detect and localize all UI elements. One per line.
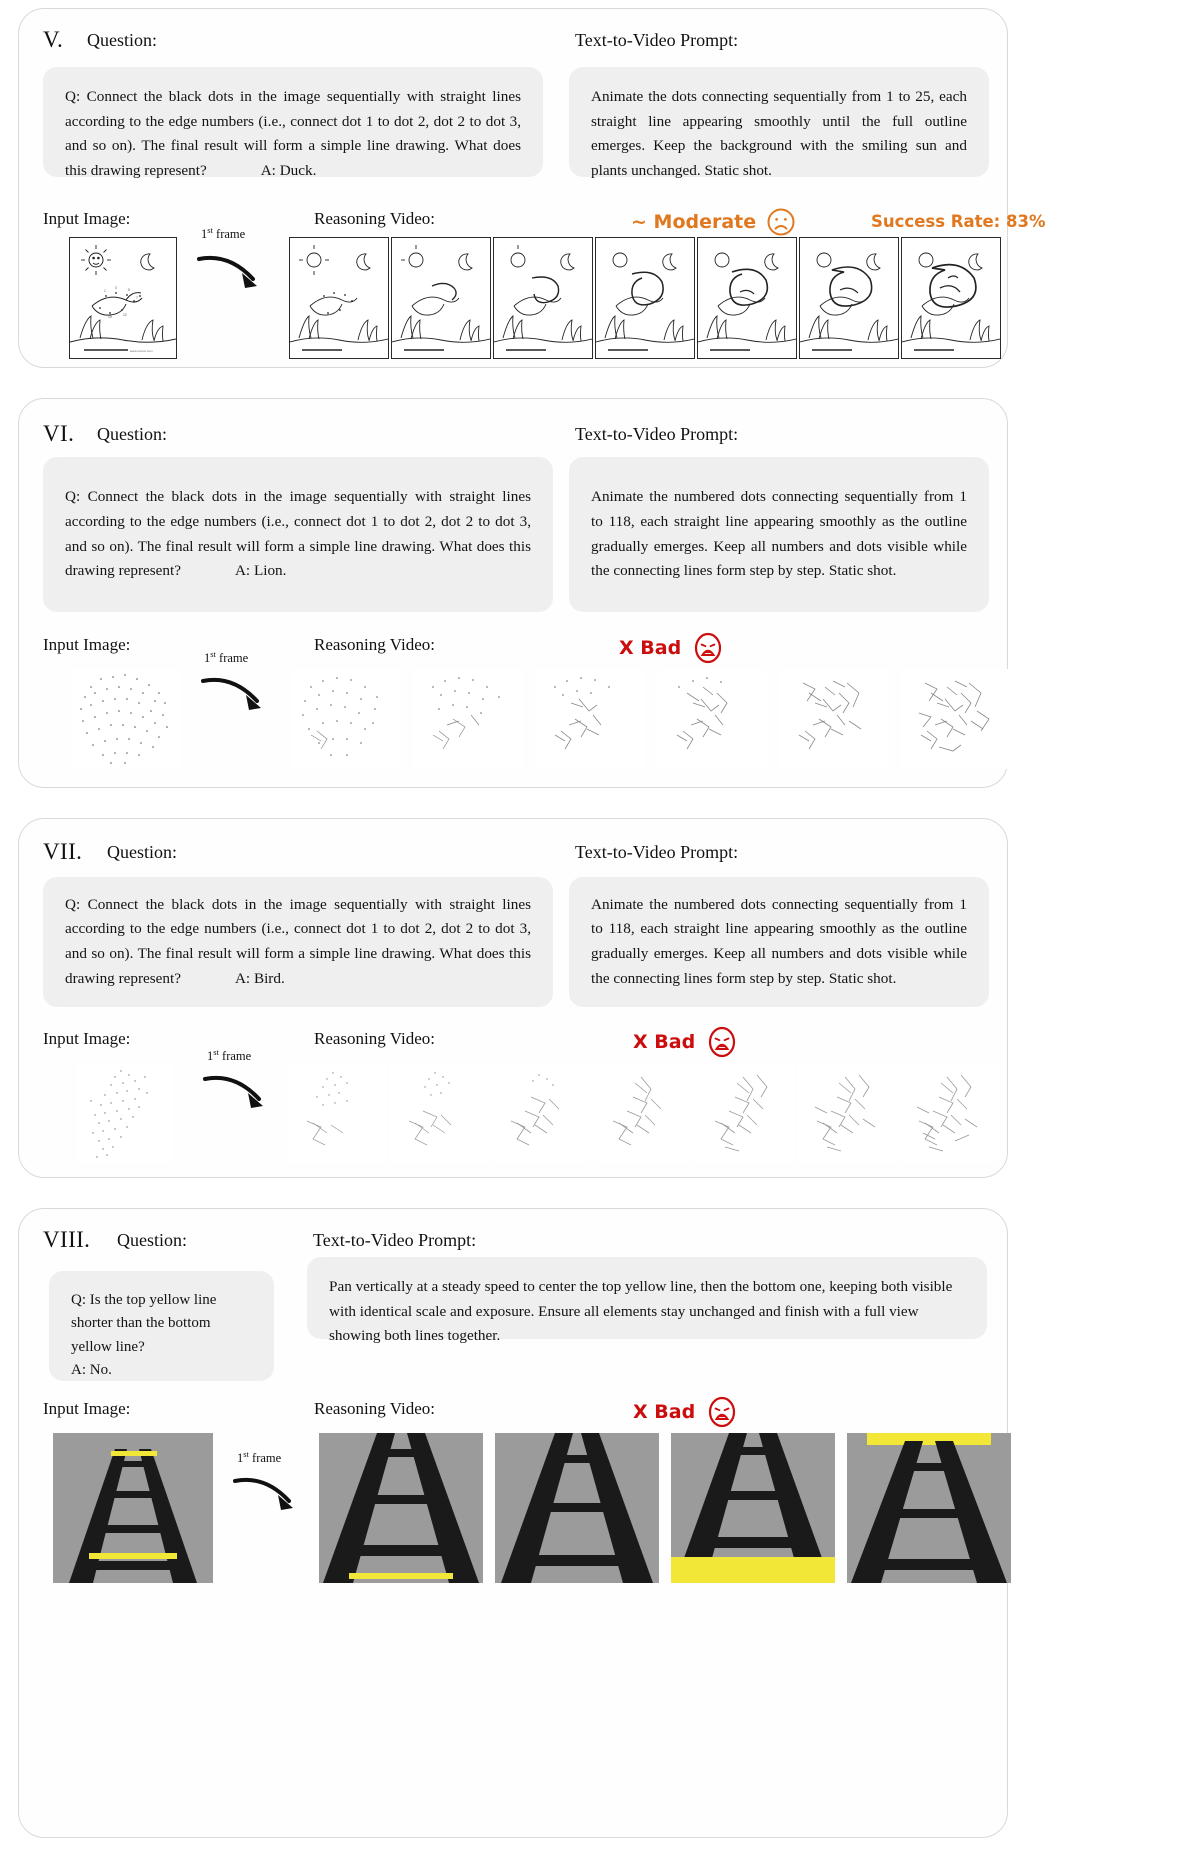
media-row <box>19 199 1046 364</box>
video-frame-4 <box>847 1433 1011 1583</box>
success-rate-label: Success Rate: 83% <box>871 212 1046 231</box>
answer-text: A: Bird. <box>234 969 285 987</box>
answer-text: A: Lion. <box>234 562 287 580</box>
question-box <box>43 877 553 1007</box>
distressed-face-icon <box>705 1395 739 1429</box>
input-image-thumbnail <box>77 1063 173 1163</box>
video-frame-6 <box>799 237 899 359</box>
frown-face-icon <box>766 207 796 237</box>
flow-arrow-icon <box>195 249 275 295</box>
svg-text:5: 5 <box>128 288 130 292</box>
video-frame-5 <box>695 1063 795 1163</box>
prompt-box <box>569 457 989 612</box>
video-frame-1 <box>289 237 389 359</box>
first-frame-note: 1st frame <box>204 649 249 666</box>
distressed-face-icon <box>691 631 725 665</box>
panel-numeral: VII. <box>43 839 83 864</box>
input-image-label: Input Image: <box>43 1029 131 1048</box>
prompt-heading: Text-to-Video Prompt: <box>313 1230 477 1250</box>
prompt-text: Animate the dots connecting sequentially from 1 to 25, each straight line appearing smoothly until the full outline emerges. Keep the background with the smiling sun and plants unchanged. Static shot. <box>591 88 967 179</box>
answer-text: A: Duck. <box>260 161 317 179</box>
video-frame-3 <box>671 1433 835 1583</box>
reasoning-video-label: Reasoning Video: <box>314 209 435 228</box>
video-frame-2 <box>389 1063 489 1163</box>
video-frame-7 <box>899 1063 999 1163</box>
rating-label: ~ Moderate <box>631 211 757 233</box>
video-frame-7 <box>901 237 1001 359</box>
input-image-label: Input Image: <box>43 1399 131 1418</box>
media-row <box>19 1019 1007 1169</box>
flow-arrow-icon <box>231 1471 311 1519</box>
question-heading: Question: <box>117 1230 187 1250</box>
prompt-box <box>569 67 989 177</box>
example-panel-viii <box>18 1208 1008 1838</box>
question-heading: Question: <box>97 424 167 444</box>
flow-arrow-icon <box>199 671 279 719</box>
prompt-text: Animate the numbered dots connecting sequentially from 1 to 118, each straight line appearing smoothly as the outline gradually emerges. Keep all numbers and dots visible while the connecting lines form step by step. Static shot. <box>591 895 967 987</box>
question-box <box>49 1271 274 1381</box>
media-row <box>19 627 1007 777</box>
prompt-heading: Text-to-Video Prompt: <box>575 424 739 444</box>
video-frame-3 <box>491 1063 591 1163</box>
svg-text:www.xxxxxx.com: www.xxxxxx.com <box>130 349 153 353</box>
svg-text:3: 3 <box>115 286 117 290</box>
prompt-text: Animate the numbered dots connecting sequentially from 1 to 118, each straight line appearing smoothly as the outline gradually emerges. Keep all numbers and dots visible while the connecting lines form step by step. Static shot. <box>591 488 967 580</box>
rating-label: X Bad <box>633 1031 696 1053</box>
video-frame-5 <box>697 237 797 359</box>
video-frame-4 <box>595 237 695 359</box>
prompt-box <box>569 877 989 1007</box>
reasoning-video-label: Reasoning Video: <box>314 1029 435 1048</box>
prompt-heading: Text-to-Video Prompt: <box>575 30 739 50</box>
video-frame-1 <box>291 669 401 769</box>
input-image-thumbnail <box>69 237 177 359</box>
question-heading: Question: <box>87 30 157 50</box>
video-frame-6 <box>901 669 1011 769</box>
panel-header-row <box>19 421 1007 455</box>
video-frame-4 <box>593 1063 693 1163</box>
example-panel-vii <box>18 818 1008 1178</box>
example-panel-vi <box>18 398 1008 788</box>
svg-text:1: 1 <box>104 289 106 293</box>
video-frame-1 <box>319 1433 483 1583</box>
first-frame-note: 1st frame <box>201 225 246 242</box>
reasoning-video-label: Reasoning Video: <box>314 635 435 654</box>
rating-badge-bad <box>619 631 725 665</box>
distressed-face-icon <box>705 1025 739 1059</box>
input-image-thumbnail <box>71 669 181 769</box>
answer-text: A: No. <box>71 1361 112 1378</box>
question-text: Q: Connect the black dots in the image sequentially with straight lines according to the edge numbers (i.e., connect dot 1 to dot 2, dot 2 to dot 3, and so on). The final result will form a simple line drawing. What does this drawing represent? <box>65 88 521 179</box>
video-frame-2 <box>391 237 491 359</box>
video-frame-6 <box>797 1063 897 1163</box>
input-image-label: Input Image: <box>43 635 131 654</box>
rating-badge-moderate <box>631 207 796 237</box>
first-frame-note: 1st frame <box>207 1047 252 1064</box>
input-image-thumbnail <box>53 1433 213 1583</box>
rating-badge-bad <box>633 1025 739 1059</box>
video-frame-5 <box>779 669 889 769</box>
rating-label: X Bad <box>633 1401 696 1423</box>
reasoning-video-label: Reasoning Video: <box>314 1399 435 1418</box>
svg-text:7: 7 <box>136 296 138 300</box>
question-box <box>43 457 553 612</box>
panel-header-row <box>19 27 1007 61</box>
svg-text:12: 12 <box>123 313 127 317</box>
question-text: Q: Connect the black dots in the image sequentially with straight lines according to the edge numbers (i.e., connect dot 1 to dot 2, dot 2 to dot 3, and so on). The final result will form a simple line drawing. What does this drawing represent? <box>65 488 531 580</box>
rating-label: X Bad <box>619 637 682 659</box>
video-frame-1 <box>287 1063 387 1163</box>
question-box <box>43 67 543 177</box>
question-heading: Question: <box>107 842 177 862</box>
panel-numeral: V. <box>43 27 64 52</box>
question-text: Q: Is the top yellow line shorter than the bottom yellow line? <box>71 1292 217 1355</box>
video-frame-3 <box>535 669 645 769</box>
input-image-label: Input Image: <box>43 209 131 228</box>
prompt-text: Pan vertically at a steady speed to center the top yellow line, then the bottom one, keeping both visible with identical scale and exposure. Ensure all elements stay unchanged and finish with a full view showing both lines together. <box>329 1278 953 1345</box>
panel-numeral: VIII. <box>43 1227 91 1252</box>
svg-text:15: 15 <box>108 315 112 319</box>
panel-header-row <box>19 1227 1007 1261</box>
panel-header-row <box>19 839 1007 873</box>
video-frame-2 <box>413 669 523 769</box>
panel-numeral: VI. <box>43 421 75 446</box>
prompt-box <box>307 1257 987 1345</box>
first-frame-note: 1st frame <box>237 1449 282 1466</box>
video-frame-2 <box>495 1433 659 1583</box>
media-row <box>19 1391 1007 1601</box>
example-panel-v <box>18 8 1046 368</box>
rating-badge-bad <box>633 1395 739 1429</box>
video-frame-3 <box>493 237 593 359</box>
video-frame-4 <box>657 669 767 769</box>
question-text: Q: Connect the black dots in the image sequentially with straight lines according to the edge numbers (i.e., connect dot 1 to dot 2, dot 2 to dot 3, and so on). The final result will form a simple line drawing. What does this drawing represent? <box>65 895 531 987</box>
flow-arrow-icon <box>201 1069 281 1117</box>
prompt-heading: Text-to-Video Prompt: <box>575 842 739 862</box>
